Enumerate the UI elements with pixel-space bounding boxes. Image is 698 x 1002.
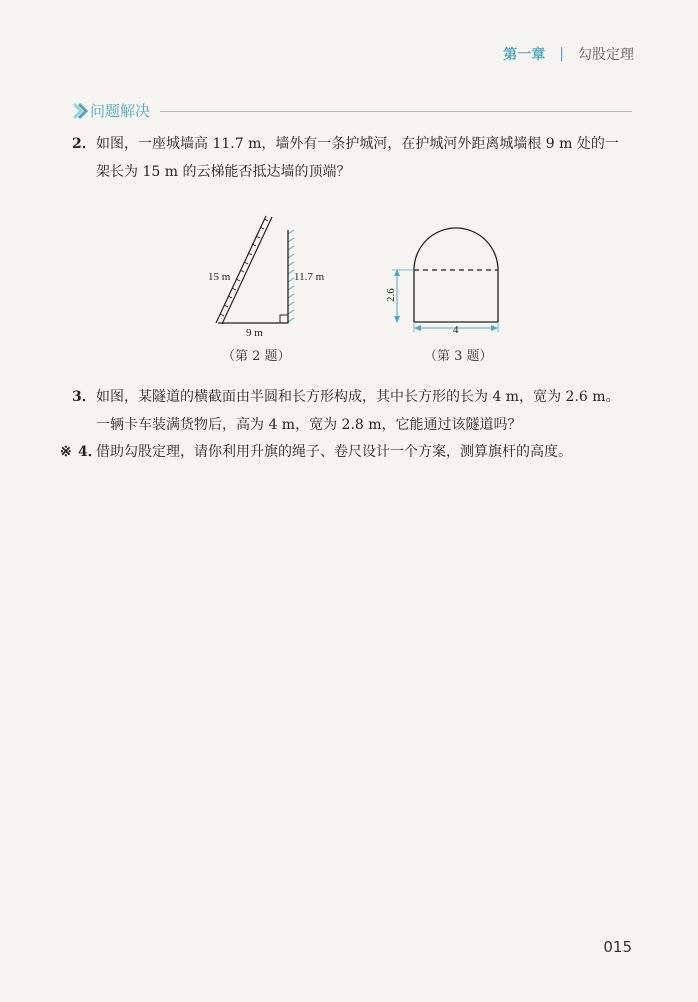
problem-text: 如图，一座城墙高 11.7 m，墙外有一条护城河，在护城河外距离城墙根 9 m 处的一架长为 15 m 的云梯能否抵达墙的顶端？ (96, 136, 619, 180)
ground-distance-label: 9 m (246, 327, 263, 339)
optional-mark: ※ (60, 444, 72, 460)
semicircle-arch (414, 228, 498, 270)
figure-2-caption: （第 2 题） (222, 349, 291, 364)
figure-2 (200, 210, 340, 344)
header-separator: | (559, 46, 564, 62)
page-number: 015 (603, 938, 632, 956)
ladder-wall-diagram (200, 210, 340, 340)
tunnel-width-label: 4 (453, 324, 459, 336)
chapter-title: 勾股定理 (578, 47, 634, 63)
problem-text: 借助勾股定理，请你利用升旗的绳子、卷尺设计一个方案，测算旗杆的高度。 (96, 444, 572, 460)
section-title: 问题解决 (90, 102, 151, 120)
figure-3-caption: （第 3 题） (424, 349, 493, 364)
problem-3 (72, 383, 632, 439)
right-angle-mark (280, 315, 288, 323)
ladder (216, 216, 272, 324)
problem-number: 2． (72, 136, 96, 152)
wall-height-label: 11.7 m (294, 271, 325, 283)
problem-number: 4． (78, 444, 102, 460)
problem-number: 3． (72, 389, 96, 405)
chapter-label: 第一章 (503, 47, 546, 63)
tunnel-diagram (384, 220, 514, 338)
figure-3 (384, 220, 514, 342)
ladder-length-label: 15 m (208, 271, 231, 283)
problem-2 (72, 130, 632, 186)
page-header (503, 44, 634, 64)
chevron-right-icon (72, 102, 88, 120)
tunnel-height-label: 2.6 (385, 288, 397, 302)
section-heading (72, 100, 632, 121)
section-divider (160, 111, 632, 112)
problem-text: 如图，某隧道的横截面由半圆和长方形构成，其中长方形的长为 4 m，宽为 2.6 m。一辆卡车装满货物后，高为 4 m，宽为 2.8 m，它能通过该隧道吗？ (96, 389, 620, 433)
problem-4 (60, 438, 632, 466)
